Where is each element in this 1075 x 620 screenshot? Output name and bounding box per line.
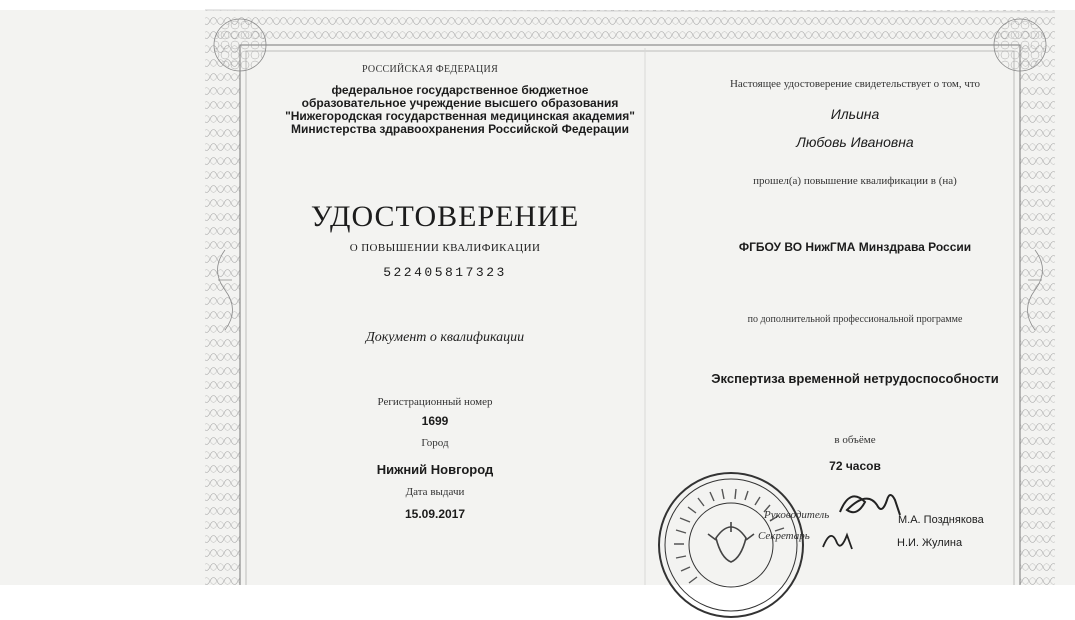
issue-date-value: 15.09.2017 (404, 507, 466, 521)
head-role-label: Руководитель (764, 509, 830, 521)
volume-label: в объёме (834, 434, 876, 446)
city-value: Нижний Новгород (376, 462, 494, 477)
registration-number: 1699 (421, 414, 449, 428)
program-label: по дополнительной профессиональной программе (747, 314, 963, 325)
issue-date-label: Дата выдачи (405, 486, 465, 498)
head-signature-icon (835, 482, 905, 527)
registration-label: Регистрационный номер (377, 396, 493, 408)
holder-surname: Ильина (830, 106, 880, 122)
secretary-role-label: Секретарь (758, 530, 810, 542)
city-label: Город (421, 437, 449, 449)
secretary-signature-icon (820, 525, 860, 555)
secretary-name: Н.И. Жулина (897, 537, 963, 549)
program-name: Экспертиза временной нетрудоспособности (711, 371, 999, 386)
official-seal-icon (656, 470, 806, 620)
passed-text: прошел(а) повышение квалификации в (на) (753, 175, 957, 187)
country-heading: РОССИЙСКАЯ ФЕДЕРАЦИЯ (361, 64, 499, 75)
document-number: 522405817323 (383, 265, 507, 280)
certify-text: Настоящее удостоверение свидетельствует о том, что (729, 78, 981, 90)
head-name: М.А. Позднякова (898, 514, 984, 526)
volume-value: 72 часов (829, 459, 881, 473)
organization-name: федеральное государственное бюджетное образовательное учреждение высшего образования "Нижегородская государственная медицинская академия" Министерства здравоохранения Российской Федерации (285, 83, 635, 136)
institution-name: ФГБОУ ВО НижГМА Минздрава России (738, 240, 972, 254)
holder-given-names: Любовь Ивановна (796, 134, 914, 150)
document-subtitle: О ПОВЫШЕНИИ КВАЛИФИКАЦИИ (349, 242, 541, 254)
document-title: УДОСТОВЕРЕНИЕ (310, 200, 580, 233)
document-type: Документ о квалификации (365, 330, 525, 345)
